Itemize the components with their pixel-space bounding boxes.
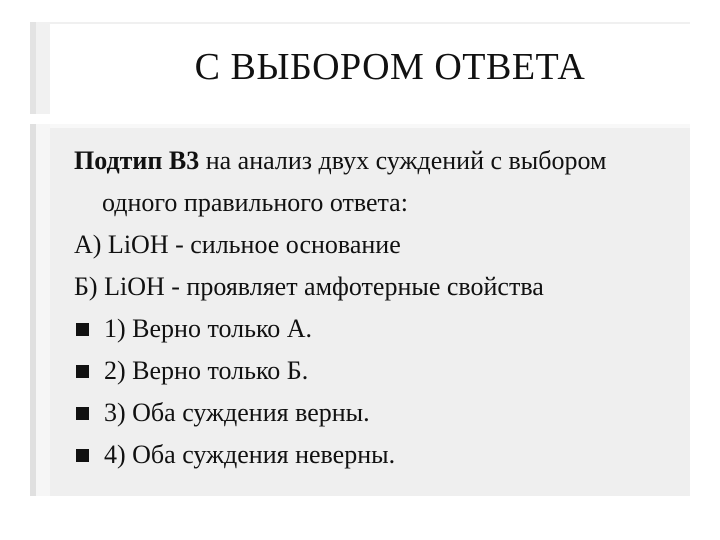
- answer-option-label: 2) Верно только Б.: [104, 356, 309, 385]
- slide-body: [74, 140, 684, 476]
- answer-option-4: [74, 434, 684, 476]
- task-subtype: Подтип В3: [74, 146, 200, 175]
- square-bullet-icon: [76, 365, 89, 378]
- square-bullet-icon: [76, 407, 89, 420]
- slide-title: С ВЫБОРОМ ОТВЕТА: [194, 46, 586, 88]
- answer-option-label: 4) Оба суждения неверны.: [104, 440, 396, 469]
- square-bullet-icon: [76, 449, 89, 462]
- answer-option-1: [74, 308, 684, 350]
- answer-option-label: 1) Верно только А.: [104, 314, 313, 343]
- title-edge-decoration: [36, 22, 50, 114]
- square-bullet-icon: [76, 323, 89, 336]
- answer-option-2: [74, 350, 684, 392]
- panel-edge-decoration: [36, 124, 50, 496]
- title-top-line: [50, 22, 690, 24]
- task-text: на анализ двух суждений с выбором одного правильного ответа:: [102, 146, 607, 217]
- statement-a: А) LiOH - сильное основание: [74, 230, 401, 259]
- task-description: [74, 140, 662, 224]
- statement-b: Б) LiOH - проявляет амфотерные свойства: [74, 272, 544, 301]
- answer-option-3: [74, 392, 684, 434]
- panel-top-line: [30, 124, 690, 128]
- answer-option-label: 3) Оба суждения верны.: [104, 398, 370, 427]
